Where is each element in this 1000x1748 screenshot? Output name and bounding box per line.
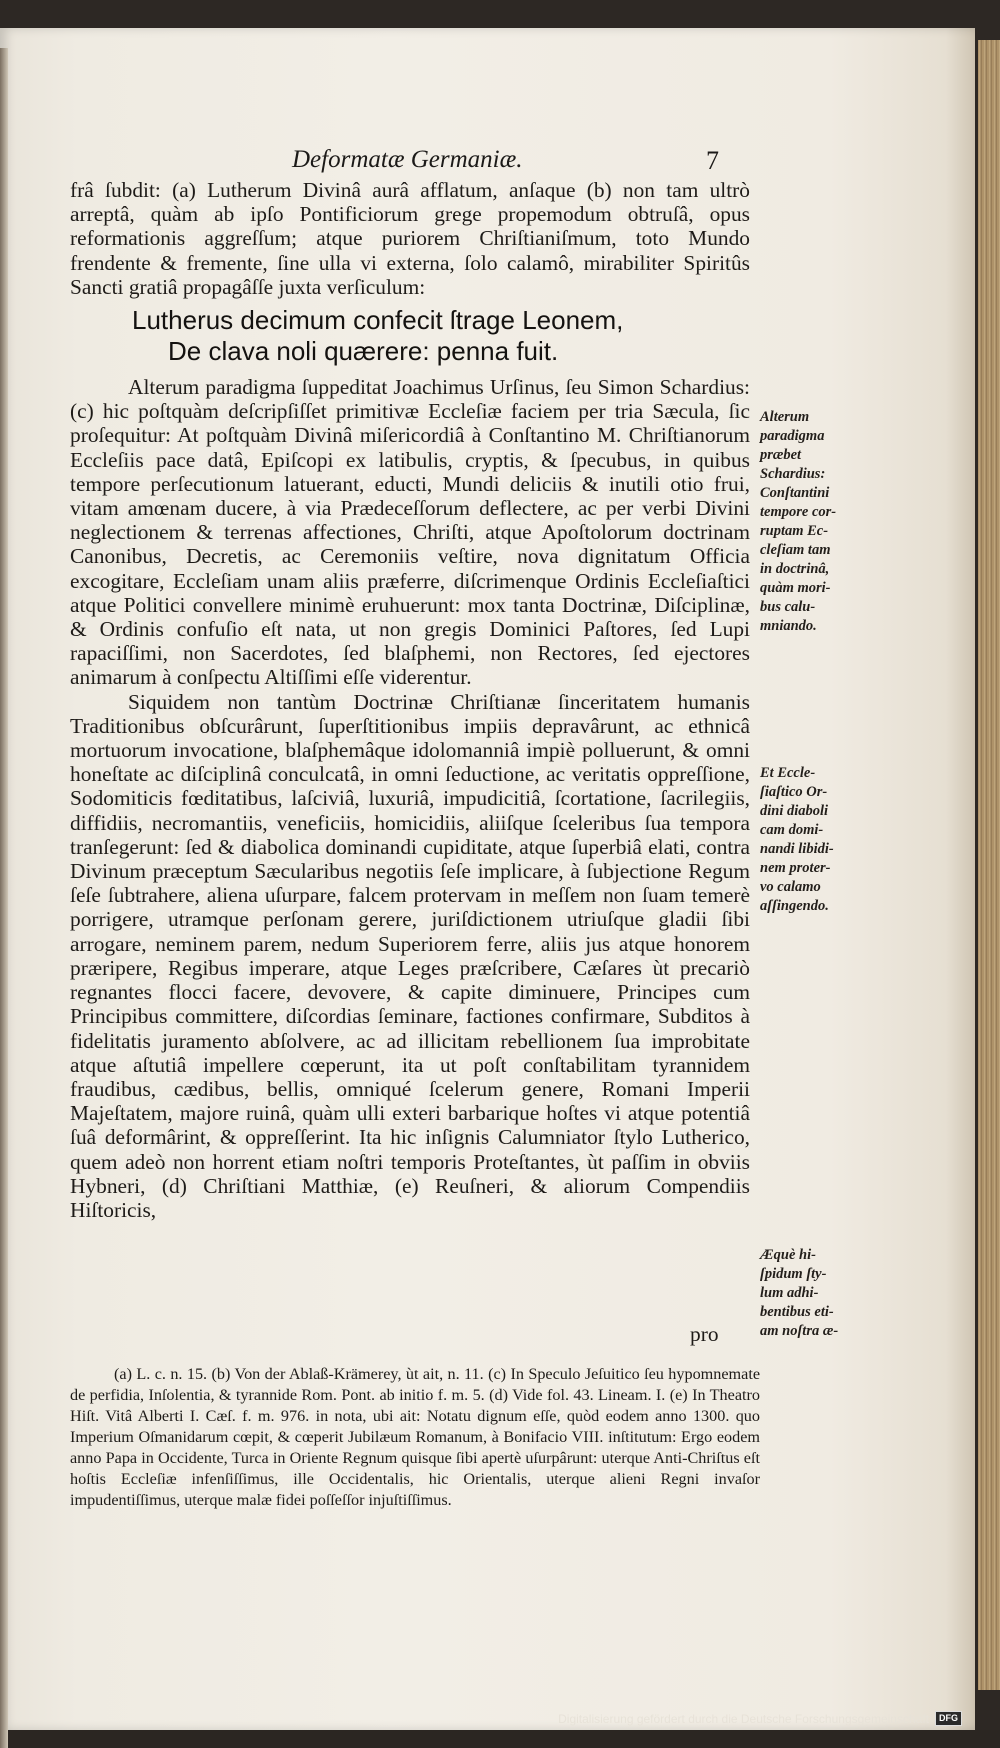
marginal-line: tempore cor- xyxy=(760,504,837,520)
marginal-line: aſſingendo. xyxy=(760,898,829,914)
marginal-line: vo calamo xyxy=(760,879,821,895)
verse-line-1: Lutherus decimum confecit ſtrage Leonem, xyxy=(132,305,624,336)
marginal-line: ſiaſtico Or- xyxy=(760,784,828,800)
marginal-line: in doctrinâ, xyxy=(760,561,830,577)
paragraph-3: Siquidem non tantùm Doctrinæ Chriſtianæ ſinceritatem humanis Traditionibus obſcurârunt, ſuperſtitionibus impiis depravârunt, ac ethnicâ mortuorum invocatione, blaſphemâque idolomanniâ impiè polluerunt, & omni honeſtate ac diſciplinâ conculcatâ, in omni ſeductione, ac veritatis oppreſſione, Sodomiticis fœditatibus, laſciviâ, luxuriâ, impudicitiâ, ſcortatione, ſacrilegiis, diffidiis, necromantiis, veneficiis, homicidiis, aliiſque ſceleribus ſua tempora tranſegerunt: ſed & diabolica dominandi cupiditate, atque ſuperbiâ elati, contra Divinum præceptum Sæcularibus negotiis ſeſe implicare, à ſubjectione Regum ſeſe ſubtrahere, aliena uſurpare, falcem protervam in meſſem non ſuam temerè porrigere, utramque perſonam gerere, juriſdictionem utriuſque gladii ſibi arrogare, neminem parem, nedum Superiorem ferre, aliis jus atque honorem præripere, Regibus imperare, atque Leges præſcribere, Cæſares ùt precariò regnantes flocci facere, devovere, & capite diminuere, Principes cum Principibus committere, diſcordias ſeminare, factiones confirmare, Subditos à fidelitatis juramento abſolvere, ac ad illicitam rebellionem ſua improbitate atque aſtutiâ impellere cœperunt, ita ut poſt conſtabilitam tyrannidem fraudibus, cædibus, bellis, omniqué ſcelerum genere, Romani Imperii Majeſtatem, majore ruinâ, quàm ulli exteri barbarique hoſtes vi atque potentiâ ſuâ deformârint, & oppreſſerint. Ita hic inſignis Calumniator ſtylo Lutherico, quem adeò non horrent etiam noſtri temporis Proteſtantes, ùt paſſim in obviis Hybneri, (d) Chriſtiani Matthiæ, (e) Reuſneri, & aliorum Compendiis Hiſtoricis, xyxy=(70,689,750,1222)
footnotes xyxy=(70,1364,760,1511)
marginal-line: ruptam Ec- xyxy=(760,523,829,539)
marginal-line: quàm mori- xyxy=(760,580,831,596)
marginal-line: præbet xyxy=(760,447,802,463)
marginal-line: Et Eccle- xyxy=(760,765,816,781)
verse-couplet xyxy=(70,305,750,367)
marginal-line: paradigma xyxy=(760,428,825,444)
marginal-line: dini diaboli xyxy=(760,803,829,819)
book-page xyxy=(0,28,975,1730)
marginal-line: nandi libidi- xyxy=(760,841,834,857)
credit-text: Digitalisierung gefördert durch die Deutsche Forschungsgemeinschaft xyxy=(558,1711,929,1726)
page-header xyxy=(0,146,975,180)
marginal-note-2 xyxy=(760,764,860,916)
digitization-credit xyxy=(558,1711,962,1726)
marginal-line: lum adhi- xyxy=(760,1285,819,1301)
main-text xyxy=(70,178,750,1222)
marginal-line: Alterum xyxy=(760,409,810,425)
catchword: pro xyxy=(690,1322,719,1346)
marginal-line: cleſiam tam xyxy=(760,542,831,558)
marginal-note-3 xyxy=(760,1246,860,1341)
marginal-line: ſpidum ſty- xyxy=(760,1266,827,1282)
marginal-line: bus calu- xyxy=(760,599,816,615)
marginal-line: Schardius: xyxy=(760,466,826,482)
verse-line-2: De clava noli quærere: penna fuit. xyxy=(168,336,559,367)
page-number: 7 xyxy=(706,146,719,175)
footnote-block: (a) L. c. n. 15. (b) Von der Ablaß-Krämerey, ùt ait, n. 11. (c) In Speculo Jeſuitico ſeu hypomnemate de perfidia, Inſolentia, & tyrannide Rom. Pont. ab initio f. m. 5. (d) Vide fol. 43. Lineam. I. (e) In Theatro Hiſt. Vitâ Alberti I. Cæſ. f. m. 976. in nota, ubi ait: Notatu dignum eſſe, quòd eodem anno 1300. quo Imperium Oſmanidarum cœpit, & cœperit Jubilæum Romanum, à Bonifacio VIII. inſtitutum: Ergo eodem anno Papa in Occidente, Turca in Oriente Regnum quisque ſibi apertè uſurpârunt: uterque Anti-Chriſtus eſt hoſtis Eccleſiæ infenſiſſimus, ille Occidentalis, hic Orientalis, uterque alieni Regni invaſor impudentiſſimus, uterque malæ fidei poſſeſſor injuſtiſſimus. xyxy=(70,1365,760,1509)
running-title: Deformatæ Germaniæ. xyxy=(292,146,523,173)
marginal-line: am noſtra æ- xyxy=(760,1323,839,1339)
dfg-logo-icon: DFG xyxy=(935,1711,962,1726)
marginal-line: mniando. xyxy=(760,618,817,634)
page-edge-stack xyxy=(978,40,1000,1690)
page-gutter-shadow xyxy=(0,48,8,1748)
paragraph-2: Alterum paradigma ſuppeditat Joachimus Urſinus, ſeu Simon Schardius: (c) hic poſtquàm deſcripſiſſet primitivæ Eccleſiæ faciem per tria Sæcula, ſic proſequitur: At poſtquàm Divinâ miſericordiâ à Conſtantino M. Chriſtianorum Eccleſiis pace datâ, Epiſcopi ex latibulis, cryptis, & ſpecubus, in quibus tempore perſecutionum latuerant, educti, Mundi deliciis & inutili otio frui, vitam amœnam ducere, à via Prædeceſſorum deflectere, ac per verbi Divini neglectionem & terrenas affectiones, Chriſti, atque Apoſtolorum doctrinam Canonibus, Decretis, ac Ceremoniis veſtire, nova dignitatum Officia excogitare, Eccleſiam unam aliis præferre, diſcrimenque Ordinis Eccleſiaſtici atque Politici convellere minimè eruhuerunt: mox tanta Doctrinæ, Diſciplinæ, & Ordinis confuſio eſt nata, ut non gregis Dominici Paſtores, ſed Lupi rapaciſſimi, non Sacerdotes, ſed blaſphemi, non Rectores, ſed ejectores animarum à conſpectu Altiſſimi eſſe viderentur. xyxy=(70,375,750,690)
paragraph-1: frâ ſubdit: (a) Lutherum Divinâ aurâ afflatum, anſaque (b) non tam ultrò arreptâ, quàm ab ipſo Pontificiorum grege propemodum obtruſâ, opus reformationis aggreſſum; atque puriorem Chriſtianiſmum, toto Mundo frendente & fremente, ſine ulla vi externa, ſolo calamô, mirabiliter Spiritûs Sancti gratiâ propagâſſe juxta verſiculum: xyxy=(70,178,750,299)
marginal-line: cam domi- xyxy=(760,822,824,838)
marginal-line: bentibus eti- xyxy=(760,1304,834,1320)
marginal-line: Æquè hi- xyxy=(760,1247,816,1263)
marginal-line: Conſtantini xyxy=(760,485,830,501)
marginal-line: nem proter- xyxy=(760,860,831,876)
marginal-note-1 xyxy=(760,408,860,636)
